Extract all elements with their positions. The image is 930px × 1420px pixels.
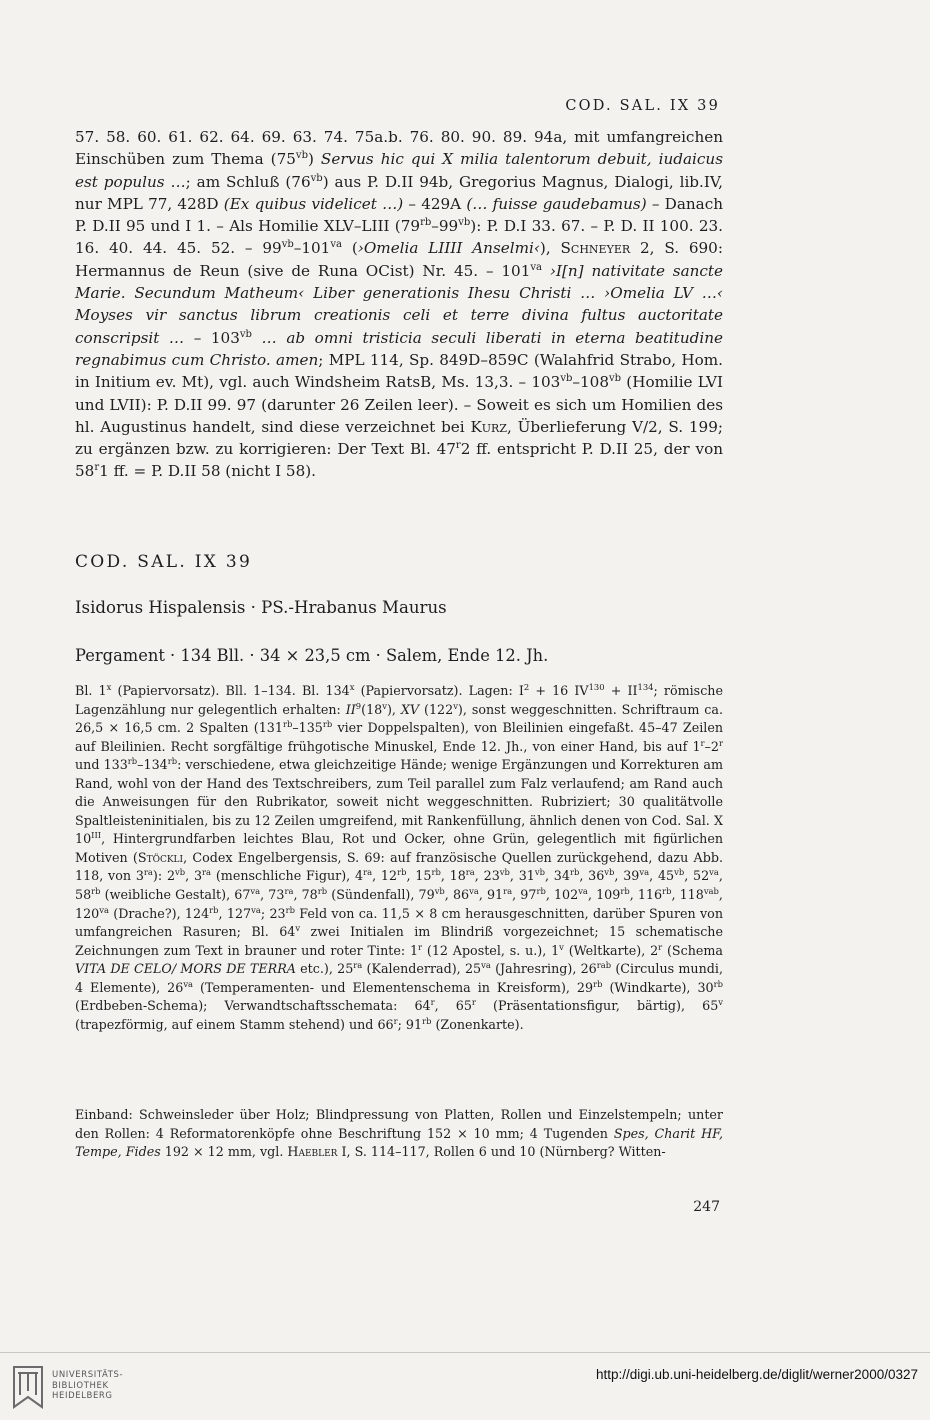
library-logo-icon [8,1363,50,1411]
binding-description: Einband: Schweinsleder über Holz; Blindpressung von Platten, Rollen und Einzelstempeln; unter den Rollen: 4 Reformatorenköpfe ohne Beschriftung 152 × 10 mm; 4 Tugenden Spes, Charit HF, Tempe, Fides 192 × 12 mm, vgl. Haebler I, S. 114–117, Rollen 6 und 10 (Nürnberg? Witten- [75,1107,723,1160]
physical-summary: Pergament · 134 Bll. · 34 × 23,5 cm · Salem, Ende 12. Jh. [75,646,549,665]
page-number: 247 [693,1199,720,1215]
work-title: Isidorus Hispalensis · PS.-Hrabanus Maurus [75,598,447,617]
section-heading: COD. SAL. IX 39 [75,552,253,572]
library-footer [0,1353,930,1420]
source-url-link[interactable]: http://digi.ub.uni-heidelberg.de/diglit/werner2000/0327 [596,1367,918,1382]
codicological-description: Bl. 1$^x$ (Papiervorsatz). Bll. 1–134. Bl. 134$^x$ (Papiervorsatz). Lagen: $I^2 + 16$ $IV^{130} + II^{134}$; römische Lagenzählung nur gelegentlich erhalten: $II^9(18^v)$, XV (122$^v$), sonst weggeschnitten. Schriftraum ca. 26,5 × 16,5 cm. 2 Spalten ($131^{rb}-135^{rb}$ vier Doppelspalten), von Bleilinien eingefaßt. 45–47 Zeilen auf Bleilinien. Recht sorgfältige frühgotische Minuskel, Ende 12. Jh., von einer Hand, bis auf 1$^r$–2$^r$ und $133^{rb}-134^{rb}$: verschiedene, etwa gleichzeitige Hände; wenige Ergänzungen und Korrekturen am Rand, wohl von der Hand des Textschreibers, zum Teil parallel zum Falz verlaufend; am Rand auch die Anweisungen für den Rubrikator, soweit nicht weggeschnitten. Rubriziert; 30 qualitätvolle Spaltleisteninitialen, bis zu 12 Zeilen umgreifend, mit Rankenfüllung, ähnlich denen von Cod. Sal. X $10^{III}$, Hintergrundfarben leichtes Blau, Rot und Ocker, ohne Grün, gelegentlich mit figürlichen Motiven (Stöckli, Codex Engelbergensis, S. 69: auf französische Quellen zurückgehend, dazu Abb. 118, von $3^{ra}$): $2^{vb}$, $3^{ra}$ (menschliche Figur), $4^{ra}$, $12^{rb}$, $15^{rb}$, $18^{ra}$, $23^{vb}$, $31^{vb}$, $34^{rb}$, $36^{vb}$, $39^{va}$, $45^{vb}$, $52^{va}$, $58^{rb}$ (weibliche Gestalt), $67^{va}$, $73^{ra}$, $78^{rb}$ (Sündenfall), $79^{vb}$, $86^{va}$, $91^{ra}$, $97^{rb}$, $102^{va}$, $109^{rb}$, $116^{rb}$, $118^{vab}$, $120^{va}$ (Drache?), $124^{rb}$, $127^{va}$; $23^{rb}$ Feld von ca. 11,5 × 8 cm herausgeschnitten, darüber Spuren von umfangreichen Rasuren; Bl. 64$^v$ zwei Initialen im Blindriß vorgezeichnet; 15 schematische Zeichnungen zum Text in brauner und roter Tinte: 1$^r$ (12 Apostel, s. u.), 1$^v$ (Weltkarte), 2$^r$ (Schema VITA DE CELO/ MORS DE TERRA etc.), $25^{ra}$ (Kalenderrad), $25^{va}$ (Jahresring), $26^{rab}$ (Circulus mundi, 4 Elemente), $26^{va}$ (Temperamenten- und Elementenschema in Kreisform), $29^{rb}$ (Windkarte), $30^{rb}$ (Erdbeben-Schema); Verwandtschaftsschemata: 64$^r$, 65$^r$ (Präsentationsfigur, bärtig), 65$^v$ (trapezförmig, auf einem Stamm stehend) und 66$^r$; $91^{rb}$ (Zonenkarte). [75,681,724,1032]
logo-line: UNIVERSITÄTS- [52,1370,124,1380]
continuation-paragraph: 57. 58. 60. 61. 62. 64. 69. 63. 74. 75a.b. 76. 80. 90. 89. 94a, mit umfangreichen Einschüben zum Thema $(75^{vb})$ Servus hic qui X milia talentorum debuit, iudaicus est populus …; am Schluß $(76^{vb})$ aus P. D.II 94b, Gregorius Magnus, Dialogi, lib.IV, nur MPL 77, 428D (Ex quibus videlicet …) – 429A (… fuisse gaudebamus) – Danach P. D.II 95 und I 1. – Als Homilie XLV–LIII $(79^{rb}-99^{vb})$: P. D.I 33. 67. – P. D. II 100. 23. 16. 40. 44. 45. 52. – $99^{vb}-101^{va}$ (›Omelia LIIII Anselmi‹), Schneyer 2, S. 690: Hermannus de Reun (sive de Runa OCist) Nr. 45. – $101^{va}$ ›I[n] nativitate sancte Marie. Secundum Matheum‹ Liber generationis Ihesu Christi … ›Omelia LV …‹ Moyses vir sanctus librum creationis celi et terre divina fultus auctoritate conscripsit … – $103^{vb}$ … ab omni tristicia seculi liberati in eterna beatitudine regnabimus cum Christo. amen; MPL 114, Sp. 849D–859C (Walahfrid Strabo, Hom. in Initium ev. Mt), vgl. auch Windsheim RatsB, Ms. 13,3. – $103^{vb}-108^{vb}$ (Homilie LVI und LVII): P. D.II 99. 97 (darunter 26 Zeilen leer). – Soweit es sich um Homilien des hl. Augustinus handelt, sind diese verzeichnet bei Kurz, Überlieferung V/2, S. 199; zu ergänzen bzw. zu korrigieren: Der Text Bl. 47$^r$2 ff. entspricht P. D.II 25, der von 58$^r$1 ff. = P. D.II 58 (nicht I 58). [75,128,724,481]
running-head: COD. SAL. IX 39 [565,98,720,114]
logo-line: BIBLIOTHEK [52,1380,109,1391]
logo-line: HEIDELBERG [52,1391,113,1401]
library-logo-text [52,1370,123,1402]
